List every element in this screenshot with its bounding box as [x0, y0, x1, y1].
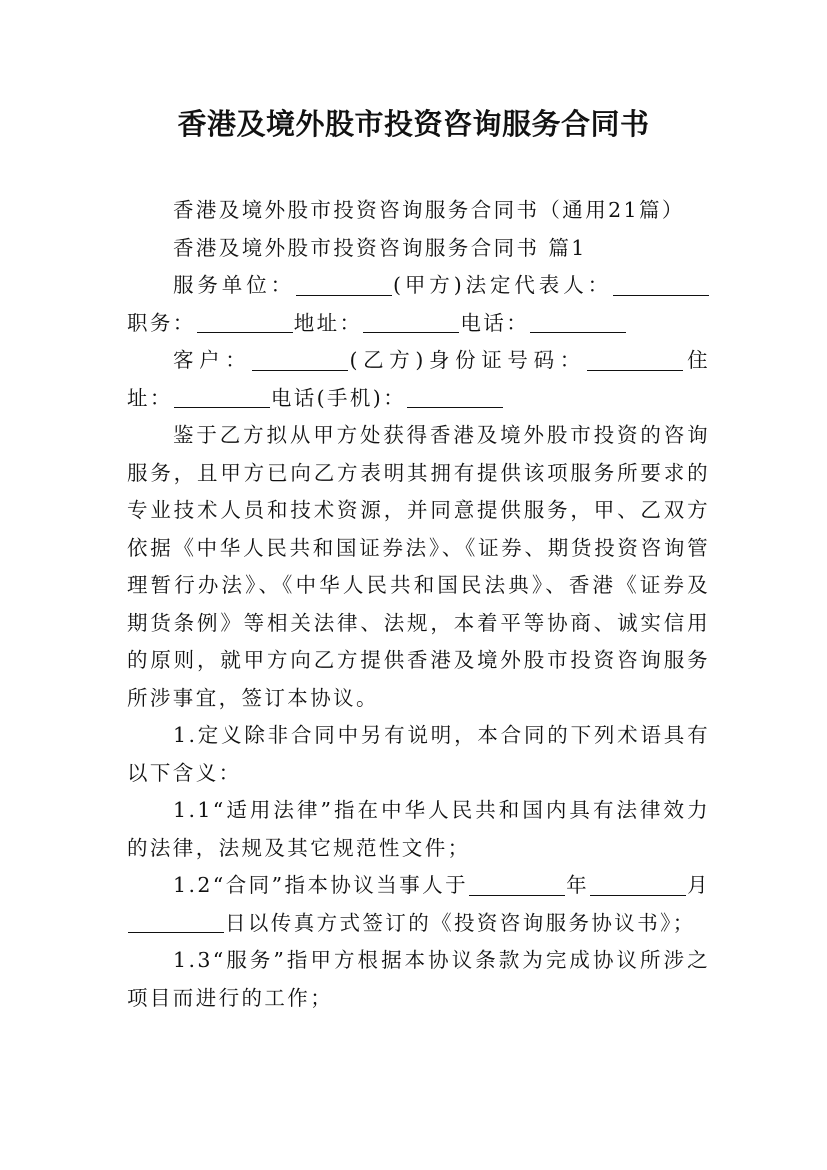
legal-rep-blank — [613, 274, 709, 296]
id-number-blank — [587, 349, 683, 371]
document-title: 香港及境外股市投资咨询服务合同书 — [177, 107, 650, 141]
address-blank — [363, 312, 459, 334]
preamble-paragraph: 鉴于乙方拟从甲方处获得香港及境外股市投资的咨询服务，且甲方已向乙方表明其拥有提供该项服务所要求的专业技术人员和技术资源，并同意提供服务，甲、乙双方依据《中华人民共和国证券法》、《证券、期货投资咨询管理暂行办法》、《中华人民共和国民法典》、香港《证券及期货条例》等相关法律、法规，本着平等协商、诚实信用的原则，就甲方向乙方提供香港及境外股市投资咨询服务所涉事宜，签订本协议。 — [127, 423, 710, 710]
address-label: 地址： — [293, 310, 363, 335]
client-blank — [252, 349, 348, 371]
mobile-blank — [407, 387, 503, 409]
phone-blank — [530, 312, 626, 334]
clause-1-1: 1.1“适用法律”指在中华人民共和国内具有法律效力的法律，法规及其它规范性文件； — [127, 798, 710, 860]
phone-label: 电话： — [460, 310, 530, 335]
service-unit-blank — [296, 274, 392, 296]
id-number-label: (乙方)身份证号码： — [349, 348, 586, 372]
position-blank — [197, 312, 293, 334]
position-label: 职务： — [127, 310, 196, 335]
section-heading: 香港及境外股市投资咨询服务合同书 篇1 — [173, 235, 587, 260]
clause-1-2-part1: 1.2“合同”指本协议当事人于 — [173, 873, 469, 897]
month-blank — [590, 874, 686, 896]
party-a-paragraph — [127, 267, 710, 342]
residence-blank — [174, 387, 270, 409]
year-blank — [469, 874, 565, 896]
legal-rep-label: (甲方)法定代表人： — [393, 273, 612, 297]
subtitle-line: 香港及境外股市投资咨询服务合同书（通用21篇） — [173, 198, 685, 222]
residence-label: 住址： — [127, 348, 711, 410]
clause-1-2-part4: 日以传真方式签订的《投资咨询服务协议书》； — [225, 910, 696, 935]
clause-1-3: 1.3“服务”指甲方根据本协议条款为完成协议所涉之项目而进行的工作； — [127, 948, 710, 1010]
party-b-paragraph — [127, 342, 710, 417]
clause-1: 1.定义除非合同中另有说明，本合同的下列术语具有以下含义： — [127, 723, 710, 785]
clause-1-2-month: 月 — [687, 873, 710, 897]
clause-1-2-year: 年 — [566, 873, 590, 897]
mobile-label: 电话(手机)： — [270, 385, 407, 410]
clause-1-2 — [127, 867, 710, 942]
service-unit-label: 服务单位： — [173, 273, 295, 297]
document-body — [127, 192, 710, 1017]
client-label: 客户： — [173, 348, 252, 372]
day-blank — [128, 912, 224, 934]
